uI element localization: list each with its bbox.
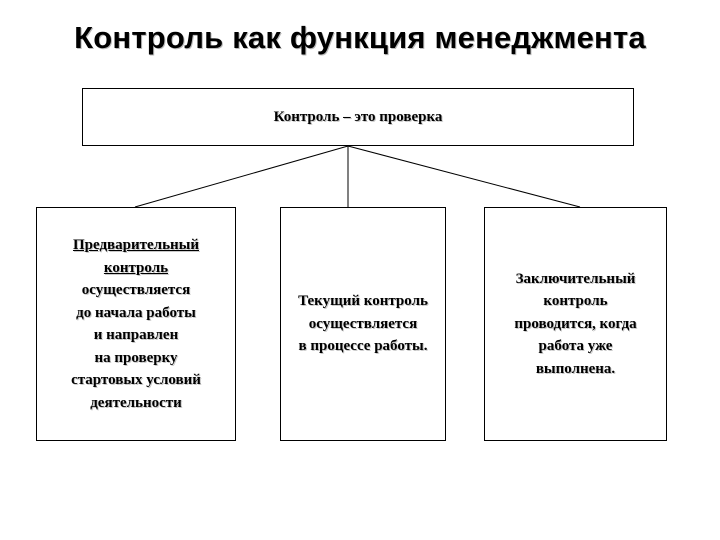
current-text-line: в процессе работы.	[298, 338, 428, 355]
final-text-line: контроль	[543, 293, 608, 310]
current-text-line: Текущий контроль	[298, 293, 428, 310]
preliminary-text-line: стартовых условий	[71, 372, 201, 388]
preliminary-text-line: до начала работы	[76, 304, 196, 321]
final-text-line: выполнена.	[535, 360, 616, 377]
final-text-line: работа уже	[538, 338, 613, 355]
preliminary-text-line: деятельности	[90, 394, 182, 411]
connector-left	[135, 146, 348, 207]
final-text-line: Заключительный	[515, 270, 636, 287]
preliminary-text-line: на проверку	[94, 349, 178, 366]
final-control-box	[484, 207, 667, 441]
current-text-line: осуществляется	[308, 315, 418, 332]
preliminary-text-line: осуществляется	[81, 282, 191, 298]
page-title: Контроль как функция менеджмента	[74, 20, 646, 55]
preliminary-heading-line-2: контроль	[103, 259, 169, 276]
connector-right	[348, 146, 580, 207]
current-control-box	[280, 207, 446, 441]
preliminary-text-line: и направлен	[93, 327, 179, 343]
root-concept-box	[82, 88, 634, 146]
preliminary-control-box	[36, 207, 236, 441]
root-concept-text: Контроль – это проверка	[273, 108, 443, 125]
preliminary-heading-line-1: Предварительный	[72, 237, 199, 253]
final-text-line: проводится, когда	[514, 315, 637, 332]
